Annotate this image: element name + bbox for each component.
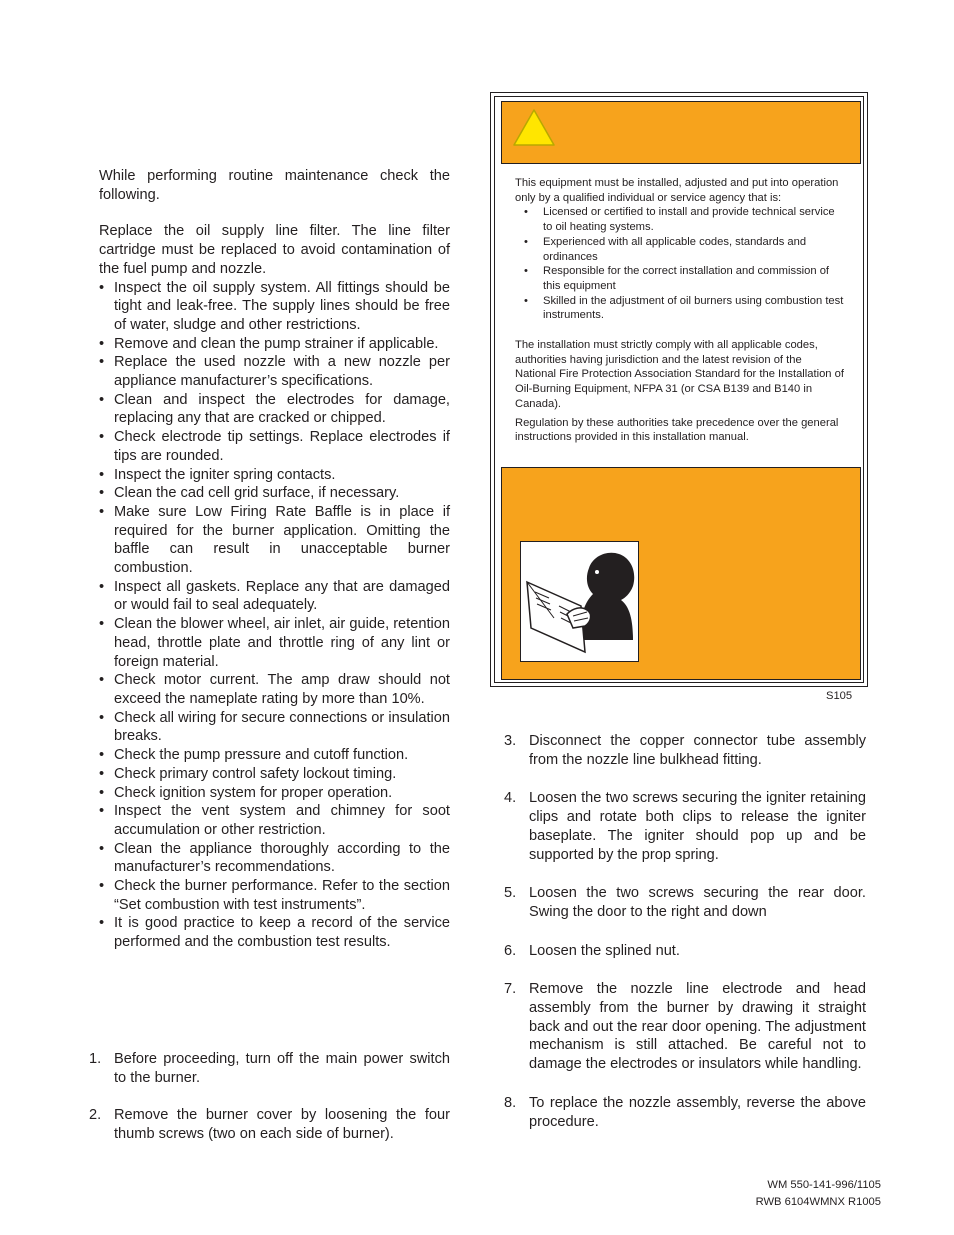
maintenance-item: • Clean the appliance thoroughly according to the manufacturer’s recommendations. bbox=[99, 840, 450, 877]
warning-box-inner bbox=[494, 96, 864, 683]
maintenance-item: • Inspect the oil supply system. All fittings should be tight and leak-free. The supply lines should be free of water, sludge and other restrictions. bbox=[99, 279, 450, 335]
step-number: 8. bbox=[504, 1094, 517, 1111]
maintenance-item: • Check the burner performance. Refer to the section “Set combustion with test instruments”. bbox=[99, 877, 450, 914]
maintenance-column bbox=[99, 167, 450, 952]
maintenance-item: • Remove and clean the pump strainer if applicable. bbox=[99, 335, 450, 354]
warning-banner bbox=[501, 101, 861, 164]
maintenance-item: • Replace the used nozzle with a new nozzle per appliance manufacturer’s specifications. bbox=[99, 353, 450, 390]
step-number: 5. bbox=[504, 885, 517, 902]
procedure-step bbox=[504, 980, 866, 1074]
maintenance-item: • Check primary control safety lockout timing. bbox=[99, 765, 450, 784]
warning-text bbox=[515, 176, 845, 445]
maintenance-item: • Check ignition system for proper operation. bbox=[99, 784, 450, 803]
filter-paragraph: Replace the oil supply line filter. The line filter cartridge must be replaced to avoid contamination of the fuel pump and nozzle. bbox=[99, 223, 450, 277]
document-footer bbox=[756, 1177, 881, 1210]
step-text: Remove the burner cover by loosening the four thumb screws (two on each side of burner). bbox=[114, 1107, 450, 1143]
warning-qualification-item: • Skilled in the adjustment of oil burners using combustion test instruments. bbox=[515, 294, 845, 323]
step-text: To replace the nozzle assembly, reverse the above procedure. bbox=[529, 1094, 866, 1130]
maintenance-item: • Inspect all gaskets. Replace any that are damaged or would fail to seal adequately. bbox=[99, 578, 450, 615]
maintenance-item: • Check the pump pressure and cutoff function. bbox=[99, 746, 450, 765]
step-text: Before proceeding, turn off the main power switch to the burner. bbox=[114, 1051, 450, 1086]
maintenance-item: • Inspect the igniter spring contacts. bbox=[99, 466, 450, 485]
nozzle-steps-right bbox=[504, 732, 866, 1131]
step-number: 6. bbox=[504, 942, 517, 959]
maintenance-item: • Clean and inspect the electrodes for damage, replacing any that are cracked or chipped. bbox=[99, 391, 450, 428]
warning-qualification-item: • Responsible for the correct installation and commission of this equipment bbox=[515, 264, 845, 293]
step-number: 4. bbox=[504, 790, 517, 807]
warning-codes-paragraph: The installation must strictly comply with all applicable codes, authorities having jurisdiction and the latest revision of the National Fire Protection Association Standard for the Installation of Oil-Burning Equipment, NFPA 31 (or CSA B139 and B140 in Canada). bbox=[515, 339, 844, 410]
step-text: Loosen the splined nut. bbox=[529, 942, 680, 959]
read-manual-icon bbox=[520, 541, 639, 662]
footer-line-1: WM 550-141-996/1105 bbox=[767, 1179, 881, 1191]
step-text: Loosen the two screws securing the rear door. Swing the door to the right and down bbox=[529, 885, 866, 920]
procedure-step bbox=[504, 732, 866, 769]
warning-box bbox=[490, 92, 868, 687]
step-number: 3. bbox=[504, 733, 517, 749]
step-number: 7. bbox=[504, 981, 517, 998]
maintenance-item: • Clean the blower wheel, air inlet, air guide, retention head, throttle plate and throttle ring of any lint or foreign material. bbox=[99, 615, 450, 671]
step-number: 1. bbox=[89, 1051, 102, 1067]
maintenance-item: • Check all wiring for secure connections or insulation breaks. bbox=[99, 709, 450, 746]
footer-line-2: RWB 6104WMNX R1005 bbox=[755, 1195, 881, 1208]
procedure-step bbox=[89, 1050, 450, 1087]
warning-code: S105 bbox=[826, 690, 853, 702]
maintenance-intro: While performing routine maintenance check the following. bbox=[99, 168, 450, 203]
procedure-step bbox=[504, 942, 866, 961]
step-text: Disconnect the copper connector tube assembly from the nozzle line bulkhead fitting. bbox=[529, 733, 866, 768]
procedure-step bbox=[504, 1094, 866, 1131]
warning-qualification-item: • Experienced with all applicable codes, standards and ordinances bbox=[515, 235, 845, 264]
nozzle-steps-left bbox=[89, 1050, 450, 1144]
warning-qualifications bbox=[515, 205, 845, 323]
maintenance-item: • Check motor current. The amp draw should not exceed the nameplate rating by more than 10%. bbox=[99, 671, 450, 708]
step-number: 2. bbox=[89, 1107, 102, 1124]
procedure-step bbox=[89, 1106, 450, 1143]
maintenance-item: • Make sure Low Firing Rate Baffle is in place if required for the burner application. Omitting the baffle can result in unacceptable burner combustion. bbox=[99, 503, 450, 578]
step-text: Remove the nozzle line electrode and head assembly from the burner by drawing it straight back and out the rear door opening. The adjustment mechanism is still attached. Be careful not to damage the electrodes or insulators while handling. bbox=[529, 981, 866, 1073]
warning-qualification-item: • Licensed or certified to install and provide technical service to oil heating systems. bbox=[515, 205, 845, 234]
maintenance-item: • Check electrode tip settings. Replace electrodes if tips are rounded. bbox=[99, 428, 450, 465]
maintenance-item: • It is good practice to keep a record of the service performed and the combustion test results. bbox=[99, 914, 450, 951]
step-text: Loosen the two screws securing the igniter retaining clips and rotate both clips to release the igniter baseplate. The igniter should pop up and be supported by the prop spring. bbox=[529, 790, 866, 863]
maintenance-checklist bbox=[99, 279, 450, 952]
procedure-step bbox=[504, 789, 866, 864]
warning-regulation-paragraph: Regulation by these authorities take precedence over the general instructions provided in this installation manual. bbox=[515, 416, 839, 444]
warning-triangle-icon bbox=[512, 108, 556, 148]
procedure-step bbox=[504, 884, 866, 921]
read-manual-banner bbox=[501, 467, 861, 680]
warning-intro: This equipment must be installed, adjusted and put into operation only by a qualified individual or service agency that is: bbox=[515, 177, 839, 204]
maintenance-item: • Inspect the vent system and chimney for soot accumulation or other restriction. bbox=[99, 802, 450, 839]
maintenance-item: • Clean the cad cell grid surface, if necessary. bbox=[99, 484, 450, 503]
